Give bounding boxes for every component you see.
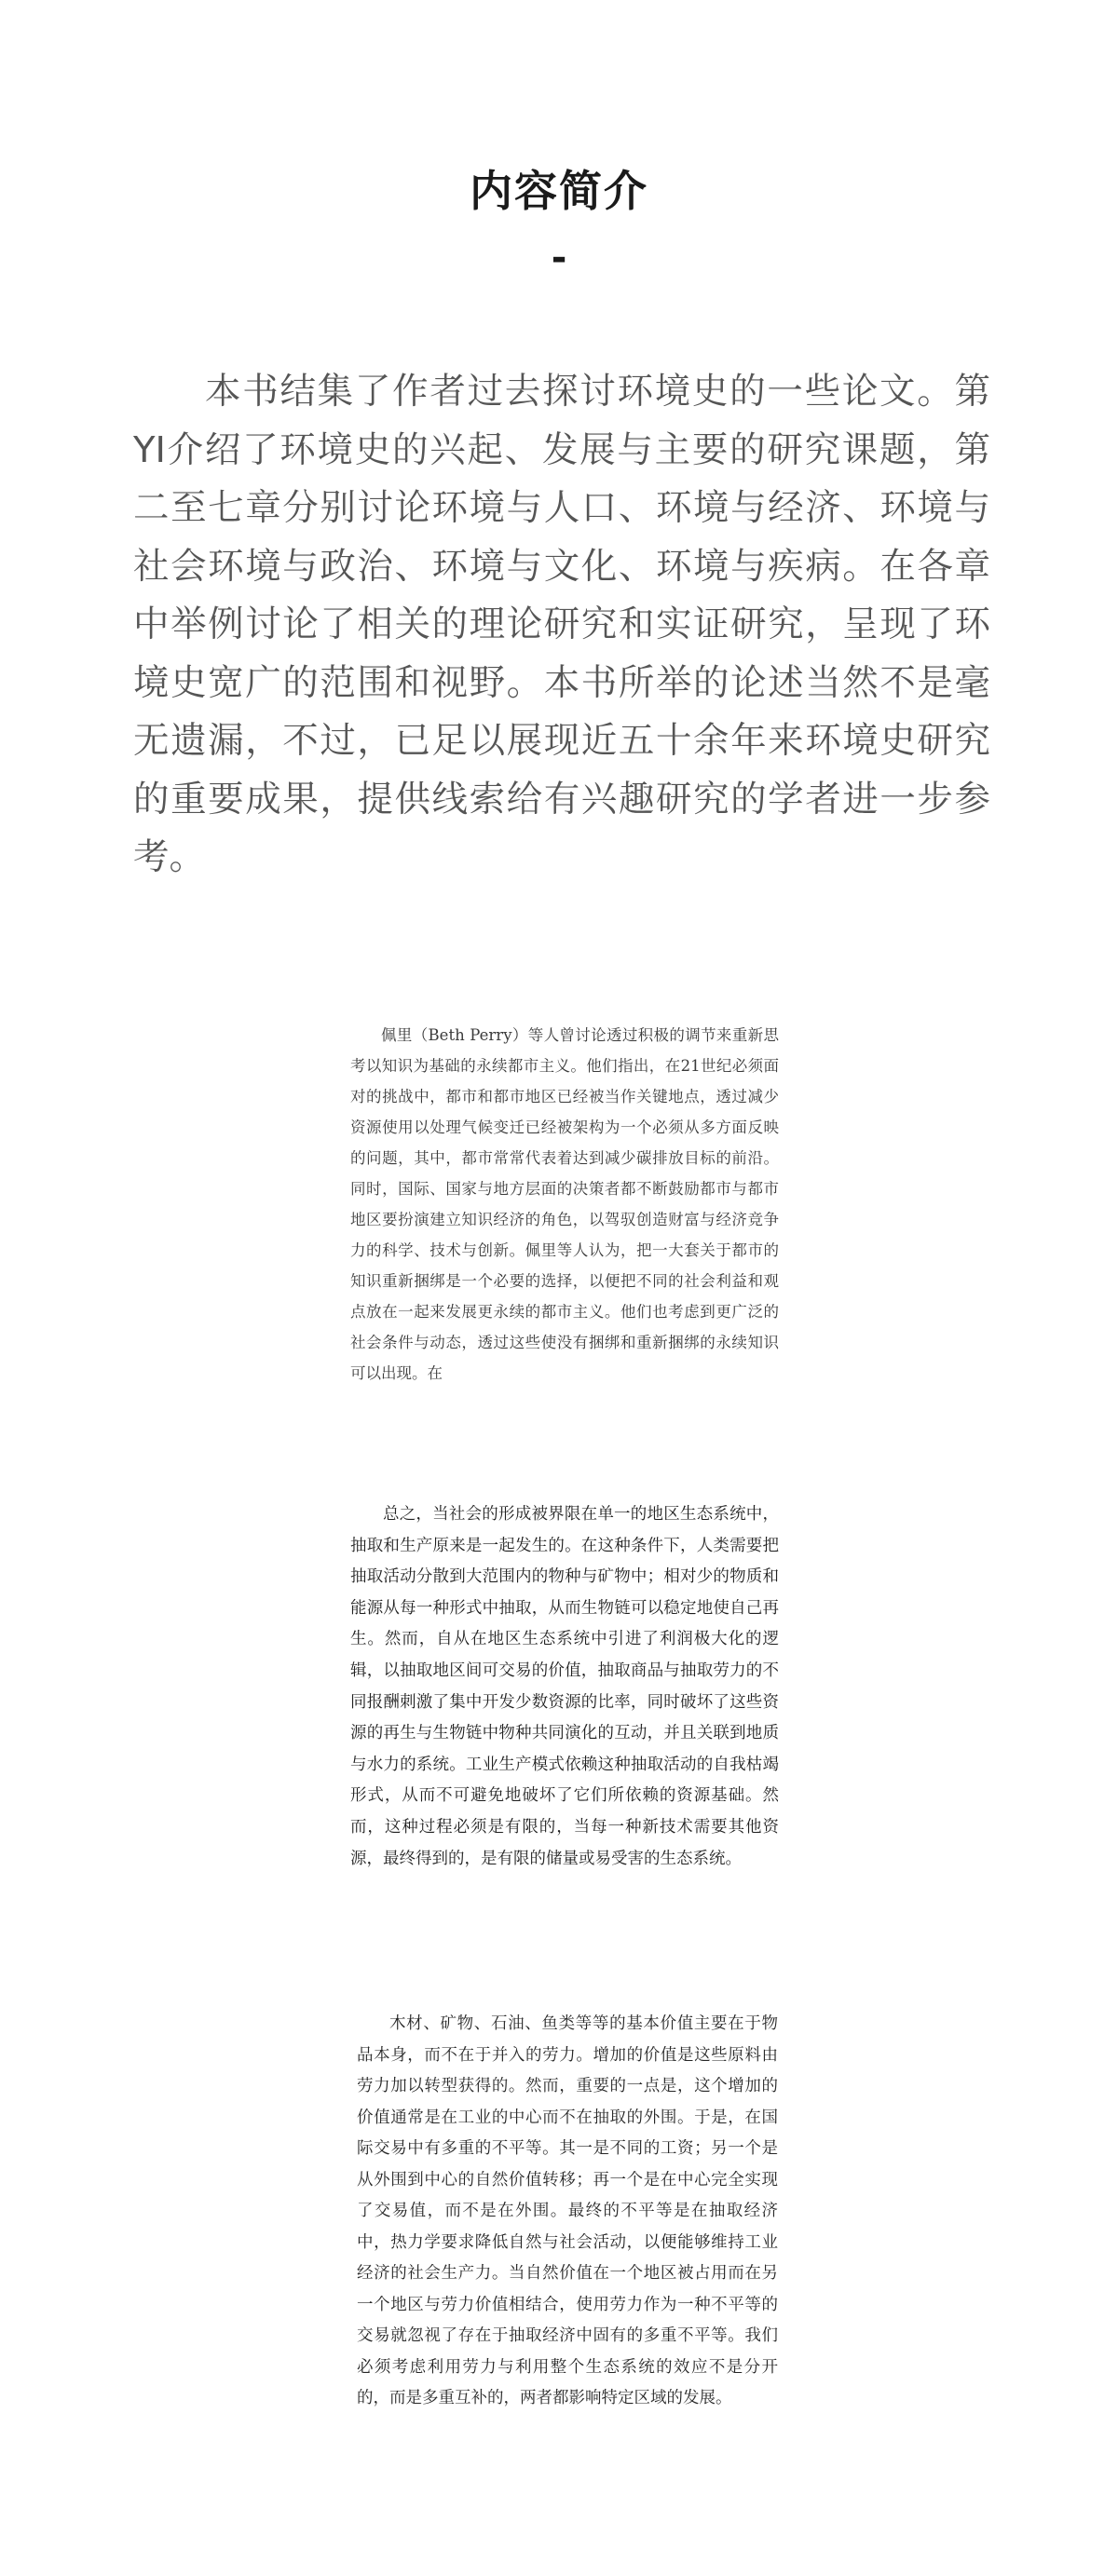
page-title: 内容简介 xyxy=(470,166,648,216)
title-separator: - xyxy=(551,237,567,279)
intro-paragraph: 本书结集了作者过去探讨环境史的一些论文。第YI介绍了环境史的兴起、发展与主要的研究课题，第二至七章分别讨论环境与人口、环境与经济、环境与社会环境与政治、环境与文化、环境与疾病。在各章中举例讨论了相关的理论研究和实证研究，呈现了环境史宽广的范围和视野。本书所举的论述当然不是毫无遗漏，不过，已足以展现近五十余年来环境史研究的重要成果，提供线索给有兴趣研究的学者进一步参考。 xyxy=(133,371,990,878)
excerpt-paragraph: 木材、矿物、石油、鱼类等等的基本价值主要在于物品本身，而不在于并入的劳力。增加的价值是这些原料由劳力加以转型获得的。然而，重要的一点是，这个增加的价值通常是在工业的中心而不在抽取的外围。于是，在国际交易中有多重的不平等。其一是不同的工资；另一个是从外围到中心的自然价值转移；再一个是在中心完全实现了交易值，而不是在外围。最终的不平等是在抽取经济中，热力学要求降低自然与社会活动，以便能够维持工业经济的社会生产力。当自然价值在一个地区被占用而在另一个地区与劳力价值相结合，使用劳力作为一种不平等的交易就忽视了存在于抽取经济中固有的多重不平等。我们必须考虑利用劳力与利用整个生态系统的效应不是分开的，而是多重互补的，两者都影响特定区域的发展。 xyxy=(357,2014,778,2407)
book-excerpt-1 xyxy=(350,1020,779,1389)
intro-paragraph-block xyxy=(133,363,990,888)
excerpt-paragraph: 总之，当社会的形成被界限在单一的地区生态系统中，抽取和生产原来是一起发生的。在这种条件下，人类需要把抽取活动分散到大范围内的物种与矿物中；相对少的物质和能源从每一种形式中抽取，从而生物链可以稳定地使自己再生。然而，自从在地区生态系统中引进了利润极大化的逻辑，以抽取地区间可交易的价值，抽取商品与抽取劳力的不同报酬刺激了集中开发少数资源的比率，同时破坏了这些资源的再生与生物链中物种共同演化的互动，并且关联到地质与水力的系统。工业生产模式依赖这种抽取活动的自我枯竭形式，从而不可避免地破坏了它们所依赖的资源基础。然而，这种过程必须是有限的，当每一种新技术需要其他资源，最终得到的，是有限的储量或易受害的生态系统。 xyxy=(350,1505,779,1868)
page-header xyxy=(0,158,1118,281)
excerpt-paragraph: 佩里（Beth Perry）等人曾讨论透过积极的调节来重新思考以知识为基础的永续都市主义。他们指出，在21世纪必须面对的挑战中，都市和都市地区已经被当作关键地点，透过减少资源使用以处理气候变迁已经被架构为一个必须从多方面反映的问题，其中，都市常常代表着达到减少碳排放目标的前沿。同时，国际、国家与地方层面的决策者都不断鼓励都市与都市地区要扮演建立知识经济的角色，以驾驭创造财富与经济竞争力的科学、技术与创新。佩里等人认为，把一大套关于都市的知识重新捆绑是一个必要的选择，以便把不同的社会利益和观点放在一起来发展更永续的都市主义。他们也考虑到更广泛的社会条件与动态，透过这些使没有捆绑和重新捆绑的永续知识可以出现。在 xyxy=(350,1026,779,1382)
book-excerpt-3 xyxy=(357,2009,778,2415)
book-excerpt-2 xyxy=(350,1499,779,1875)
